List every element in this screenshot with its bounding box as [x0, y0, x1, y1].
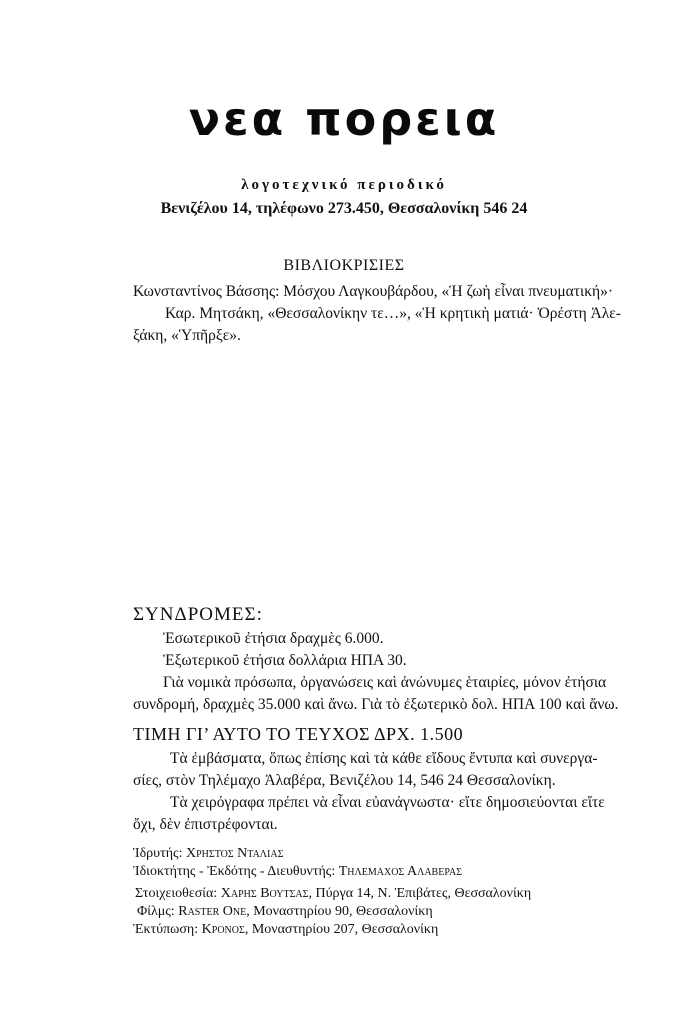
reviews-line: Καρ. Μητσάκη, «Θεσσαλονίκην τε…», «Ἡ κρητικὴ ματιά· Ὀρέστη Ἀλε- — [165, 305, 621, 322]
subscription-line: Ἐξωτερικοῦ ἐτήσια δολλάρια ΗΠΑ 30. — [163, 652, 407, 669]
reviews-line: Κωνσταντίνος Βάσσης: Μόσχου Λαγκουβάρδου, «Ἡ ζωὴ εἶναι πνευματική»· — [133, 283, 614, 300]
credit-label: Ἱδρυτής: — [133, 846, 183, 861]
journal-address: Βενιζέλου 14, τηλέφωνο 273.450, Θεσσαλονίκη 546 24 — [160, 200, 528, 217]
credit-name: Χρηστος Νταλιας — [185, 846, 284, 861]
credit-label: Φίλμς: — [137, 904, 175, 919]
journal-title: νεα πορεια — [188, 92, 500, 146]
price-line: ὄχι, δὲν ἐπιστρέφονται. — [133, 816, 278, 833]
credit-founder — [133, 846, 283, 862]
credit-label: Στοιχειοθεσία: — [135, 886, 218, 901]
subscriptions-heading: ΣΥΝΔΡΟΜΕΣ: — [133, 604, 263, 625]
price-line: Τὰ ἐμβάσματα, ὅπως ἐπίσης καὶ τὰ κάθε εἴδους ἔντυπα καὶ συνεργα- — [170, 750, 598, 767]
credit-detail: , Πύργα 14, Ν. Ἐπιβάτες, Θεσσαλονίκη — [308, 886, 532, 901]
subscription-line: Ἐσωτερικοῦ ἐτήσια δραχμὲς 6.000. — [163, 630, 384, 647]
credit-typesetting — [135, 886, 531, 902]
price-line: σίες, στὸν Τηλέμαχο Ἀλαβέρα, Βενιζέλου 14, 546 24 Θεσσαλονίκη. — [133, 772, 556, 789]
credit-name: Χαρης Βουτσας — [220, 886, 309, 901]
credit-detail: , Μοναστηρίου 207, Θεσσαλονίκη — [244, 922, 439, 937]
credit-name: Κρονος — [201, 922, 245, 937]
subscription-line: συνδρομή, δραχμὲς 35.000 καὶ ἄνω. Γιὰ τὸ ἐξωτερικὸ δολ. ΗΠΑ 100 καὶ ἄνω. — [133, 696, 619, 713]
price-heading: ΤΙΜΗ ΓΙ’ ΑΥΤΟ ΤΟ ΤΕΥΧΟΣ ΔΡΧ. 1.500 — [133, 724, 464, 744]
credit-label: Ἰδιοκτήτης - Ἐκδότης - Διευθυντής: — [133, 864, 336, 879]
credit-films — [137, 904, 433, 920]
reviews-line: ξάκη, «Ὑπῆρξε». — [133, 327, 241, 344]
credit-name: Raster One — [178, 904, 247, 919]
credit-printing — [133, 922, 438, 938]
price-line: Τὰ χειρόγραφα πρέπει νὰ εἶναι εὐανάγνωστα· εἴτε δημοσιεύονται εἴτε — [170, 794, 605, 811]
credit-detail: , Μοναστηρίου 90, Θεσσαλονίκη — [246, 904, 433, 919]
subscription-line: Γιὰ νομικὰ πρόσωπα, ὀργανώσεις καὶ ἀνώνυμες ἑταιρίες, μόνον ἐτήσια — [163, 674, 607, 691]
credit-owner — [133, 864, 462, 880]
journal-subtitle: λογοτεχνικό περιοδικό — [241, 177, 447, 193]
reviews-heading: ΒΙΒΛΙΟΚΡΙΣΙΕΣ — [283, 257, 405, 274]
credit-name: Τηλεμαχος Αλαβερας — [338, 864, 463, 879]
credit-label: Ἐκτύπωση: — [133, 922, 199, 937]
